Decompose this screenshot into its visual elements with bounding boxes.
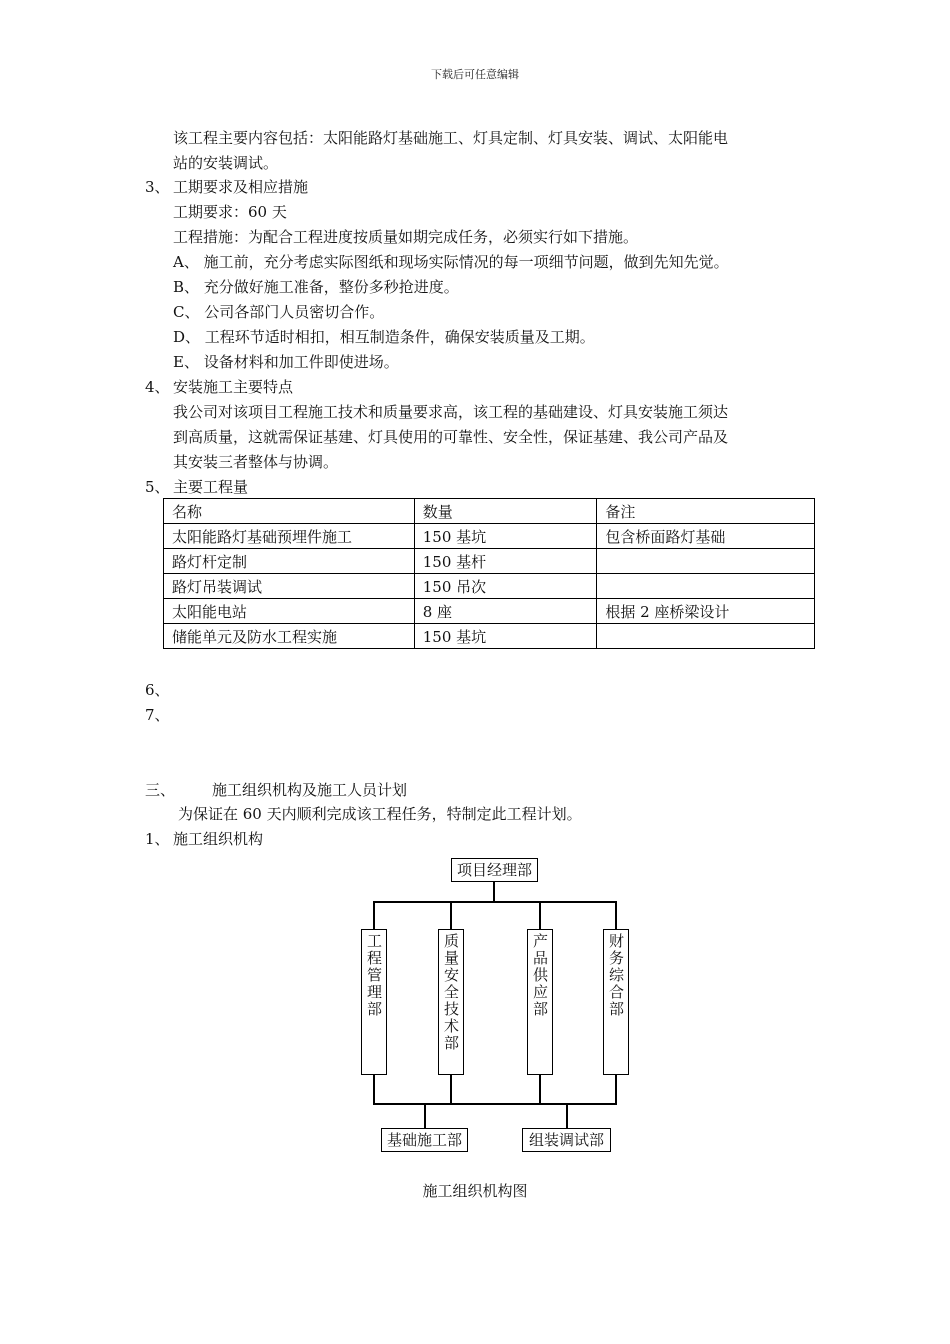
table-cell: 根据 2 座桥梁设计 xyxy=(597,599,815,624)
org-chart-caption: 施工组织机构图 xyxy=(422,1182,528,1200)
org-node-foundation: 基础施工部 xyxy=(381,1128,468,1152)
table-cell: 太阳能电站 xyxy=(164,599,415,624)
chapter-3-number: 三、 xyxy=(145,781,176,799)
table-cell: 储能单元及防水工程实施 xyxy=(164,624,415,649)
measures-intro: 工程措施：为配合工程进度按质量如期完成任务，必须实行如下措施。 xyxy=(173,228,639,246)
section-6-number: 6、 xyxy=(145,681,170,699)
section-3-title: 工期要求及相应措施 xyxy=(173,178,309,196)
connector-line xyxy=(539,901,541,931)
connector-line xyxy=(539,1073,541,1104)
section-5-title: 主要工程量 xyxy=(173,478,249,496)
org-node-engineering: 工程管理部 xyxy=(361,929,387,1075)
table-row xyxy=(164,624,815,649)
section-4-number: 4、 xyxy=(145,378,170,396)
table-row xyxy=(164,574,815,599)
measure-item-c: C、 公司各部门人员密切合作。 xyxy=(173,303,385,321)
connector-line xyxy=(373,901,616,903)
table-row xyxy=(164,549,815,574)
intro-line-2: 站的安装调试。 xyxy=(173,154,279,172)
features-line-1: 我公司对该项目工程施工技术和质量要求高，该工程的基础建设、灯具安装施工须达 xyxy=(173,403,729,421)
connector-line xyxy=(373,901,375,931)
measure-item-e: E、 设备材料和加工件即使进场。 xyxy=(173,353,399,371)
header-cell-remark: 备注 xyxy=(597,499,815,524)
table-cell xyxy=(597,574,815,599)
chapter-3-intro: 为保证在 60 天内顺利完成该工程任务，特制定此工程计划。 xyxy=(178,805,582,823)
header-cell-quantity: 数量 xyxy=(414,499,597,524)
table-cell: 150 吊次 xyxy=(414,574,597,599)
table-cell: 包含桥面路灯基础 xyxy=(597,524,815,549)
org-node-assembly: 组装调试部 xyxy=(522,1128,611,1152)
chapter-3-title: 施工组织机构及施工人员计划 xyxy=(212,781,408,799)
intro-line-1: 该工程主要内容包括：太阳能路灯基础施工、灯具定制、灯具安装、调试、太阳能电 xyxy=(173,129,729,147)
table-cell: 太阳能路灯基础预埋件施工 xyxy=(164,524,415,549)
table-row xyxy=(164,524,815,549)
header-cell-name: 名称 xyxy=(164,499,415,524)
section-3-number: 3、 xyxy=(145,178,170,196)
subsection-1-number: 1、 xyxy=(145,830,170,848)
table-header-row xyxy=(164,499,815,524)
measure-item-d: D、 工程环节适时相扣，相互制造条件，确保安装质量及工期。 xyxy=(173,328,595,346)
connector-line xyxy=(566,1103,568,1129)
measure-item-a: A、 施工前，充分考虑实际图纸和现场实际情况的每一项细节问题，做到先知先觉。 xyxy=(173,253,729,271)
table-cell: 路灯吊装调试 xyxy=(164,574,415,599)
table-row xyxy=(164,599,815,624)
quantity-table xyxy=(163,498,815,649)
connector-line xyxy=(373,1073,375,1104)
table-cell: 路灯杆定制 xyxy=(164,549,415,574)
table-cell: 8 座 xyxy=(414,599,597,624)
connector-line xyxy=(424,1103,426,1129)
org-node-finance: 财务综合部 xyxy=(603,929,629,1075)
page-header: 下载后可任意编辑 xyxy=(431,68,519,81)
features-line-3: 其安装三者整体与协调。 xyxy=(173,453,339,471)
org-node-project-manager: 项目经理部 xyxy=(451,858,538,882)
connector-line xyxy=(373,1103,617,1105)
features-line-2: 到高质量，这就需保证基建、灯具使用的可靠性、安全性，保证基建、我公司产品及 xyxy=(173,428,729,446)
section-7-number: 7、 xyxy=(145,706,170,724)
table-cell: 150 基坑 xyxy=(414,624,597,649)
measure-item-b: B、 充分做好施工准备，整份多秒抢进度。 xyxy=(173,278,459,296)
org-node-quality-safety: 质量安全技术部 xyxy=(438,929,464,1075)
table-cell: 150 基坑 xyxy=(414,524,597,549)
connector-line xyxy=(615,901,617,931)
connector-line xyxy=(493,880,495,902)
connector-line xyxy=(450,901,452,931)
table-cell xyxy=(597,624,815,649)
table-cell: 150 基杆 xyxy=(414,549,597,574)
org-node-supply: 产品供应部 xyxy=(527,929,553,1075)
section-4-title: 安装施工主要特点 xyxy=(173,378,294,396)
connector-line xyxy=(450,1073,452,1104)
section-5-number: 5、 xyxy=(145,478,170,496)
connector-line xyxy=(615,1073,617,1104)
subsection-1-title: 施工组织机构 xyxy=(173,830,264,848)
duration-text: 工期要求：60 天 xyxy=(173,203,287,221)
table-cell xyxy=(597,549,815,574)
